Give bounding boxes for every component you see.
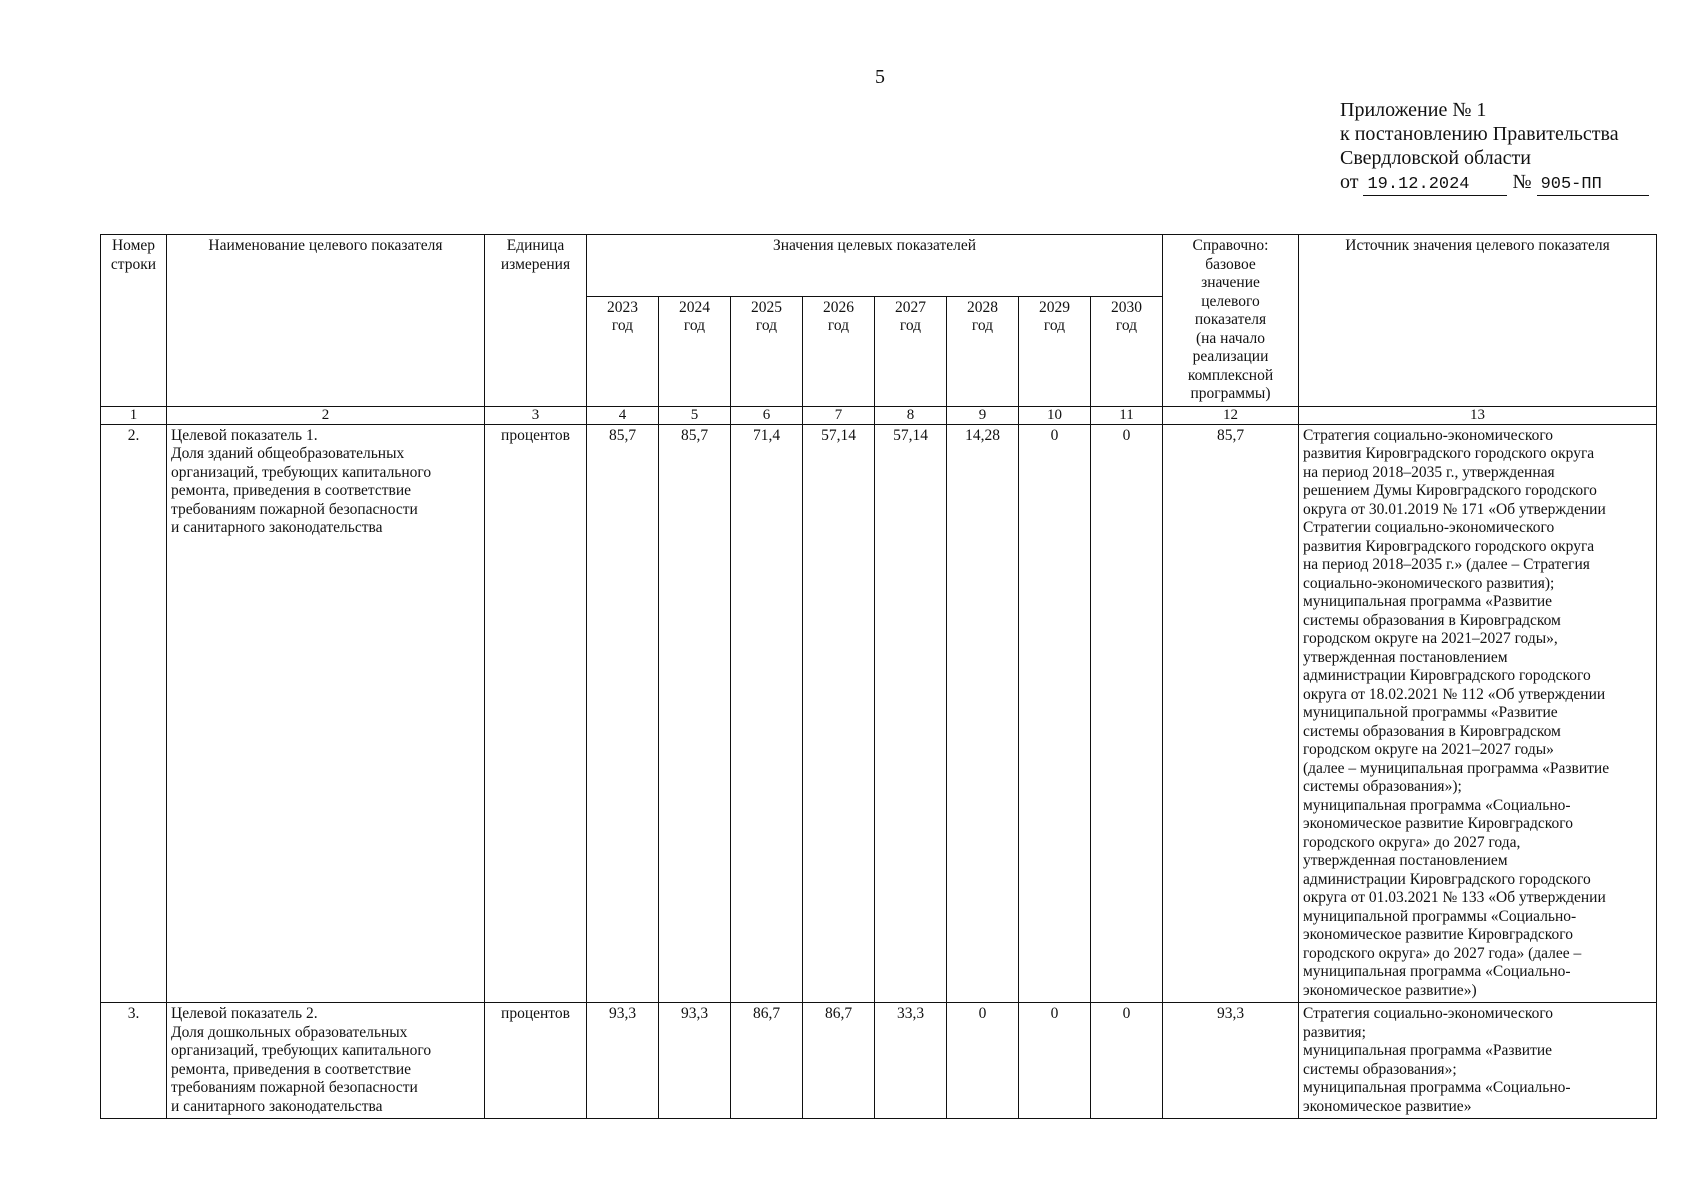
indicator-unit: процентов (485, 424, 587, 1003)
header-row (101, 235, 1657, 297)
header-year: 2023 год (587, 296, 659, 406)
column-numbers-row (101, 406, 1657, 424)
value-2025: 86,7 (731, 1003, 803, 1119)
value-2029: 0 (1019, 1003, 1091, 1119)
column-number: 12 (1163, 406, 1299, 424)
table-row (101, 1003, 1657, 1119)
date-prefix: от (1340, 171, 1359, 193)
appendix-date-line (1340, 171, 1649, 193)
value-2026: 86,7 (803, 1003, 875, 1119)
column-number: 6 (731, 406, 803, 424)
header-name: Наименование целевого показателя (167, 235, 485, 407)
appendix-region: Свердловской области (1340, 147, 1531, 169)
header-row-no: Номер строки (101, 235, 167, 407)
row-number: 3. (101, 1003, 167, 1119)
value-2028: 0 (947, 1003, 1019, 1119)
appendix-title: Приложение № 1 (1340, 99, 1487, 121)
column-number: 4 (587, 406, 659, 424)
indicator-name: Целевой показатель 2. Доля дошкольных образовательных организаций, требующих капитального ремонта, приведения в соответствие требованиям пожарной безопасности и санитарного законодательства (167, 1003, 485, 1119)
header-year: 2025 год (731, 296, 803, 406)
column-number: 7 (803, 406, 875, 424)
resolution-date: 19.12.2024 (1363, 175, 1507, 196)
column-number: 11 (1091, 406, 1163, 424)
header-year: 2030 год (1091, 296, 1163, 406)
column-number: 3 (485, 406, 587, 424)
appendix-subtitle: к постановлению Правительства (1340, 123, 1619, 145)
value-2024: 85,7 (659, 424, 731, 1003)
header-year: 2027 год (875, 296, 947, 406)
value-2030: 0 (1091, 1003, 1163, 1119)
value-2025: 71,4 (731, 424, 803, 1003)
value-2027: 33,3 (875, 1003, 947, 1119)
value-2023: 85,7 (587, 424, 659, 1003)
baseline-value: 93,3 (1163, 1003, 1299, 1119)
header-year: 2028 год (947, 296, 1019, 406)
number-prefix: № (1512, 171, 1532, 193)
value-2023: 93,3 (587, 1003, 659, 1119)
value-2029: 0 (1019, 424, 1091, 1003)
column-number: 1 (101, 406, 167, 424)
page-number: 5 (875, 66, 885, 88)
header-year: 2029 год (1019, 296, 1091, 406)
column-number: 8 (875, 406, 947, 424)
value-2027: 57,14 (875, 424, 947, 1003)
table-row (101, 424, 1657, 1003)
column-number: 5 (659, 406, 731, 424)
value-2030: 0 (1091, 424, 1163, 1003)
header-source: Источник значения целевого показателя (1299, 235, 1657, 407)
value-2028: 14,28 (947, 424, 1019, 1003)
indicator-unit: процентов (485, 1003, 587, 1119)
baseline-value: 85,7 (1163, 424, 1299, 1003)
column-number: 10 (1019, 406, 1091, 424)
appendix-block (1340, 98, 1660, 196)
header-year: 2024 год (659, 296, 731, 406)
value-2024: 93,3 (659, 1003, 731, 1119)
value-2026: 57,14 (803, 424, 875, 1003)
header-unit: Единица измерения (485, 235, 587, 407)
column-number: 13 (1299, 406, 1657, 424)
target-indicators-table (100, 234, 1657, 1119)
column-number: 9 (947, 406, 1019, 424)
column-number: 2 (167, 406, 485, 424)
indicator-source: Стратегия социально-экономического развития; муниципальная программа «Развитие системы образования»; муниципальная программа «Социально- экономическое развитие» (1299, 1003, 1657, 1119)
header-values-group: Значения целевых показателей (587, 235, 1163, 297)
header-year: 2026 год (803, 296, 875, 406)
row-number: 2. (101, 424, 167, 1003)
header-baseline: Справочно: базовое значение целевого показателя (на начало реализации комплексной программы) (1163, 235, 1299, 407)
indicator-name: Целевой показатель 1. Доля зданий общеобразовательных организаций, требующих капитального ремонта, приведения в соответствие требованиям пожарной безопасности и санитарного законодательства (167, 424, 485, 1003)
resolution-number: 905-ПП (1537, 175, 1649, 196)
indicator-source: Стратегия социально-экономического развития Кировградского городского округа на период 2018–2035 г., утвержденная решением Думы Кировградского городского округа от 30.01.2019 № 171 «Об утверждении Стратегии социально-экономического развития Кировградского городского округа на период 2018–2035 г.» (далее – Стратегия социально-экономического развития); муниципальная программа «Развитие системы образования в Кировградском городском округе на 2021–2027 годы», утвержденная постановлением администрации Кировградского городского округа от 18.02.2021 № 112 «Об утверждении муниципальной программы «Развитие системы образования в Кировградском городском округе на 2021–2027 годы» (далее – муниципальная программа «Развитие системы образования»); муниципальная программа «Социально- экономическое развитие Кировградского городского округа» до 2027 года, утвержденная постановлением администрации Кировградского городского округа от 01.03.2021 № 133 «Об утверждении муниципальной программы «Социально- экономическое развитие Кировградского городского округа» до 2027 года» (далее – муниципальная программа «Социально- экономическое развитие») (1299, 424, 1657, 1003)
